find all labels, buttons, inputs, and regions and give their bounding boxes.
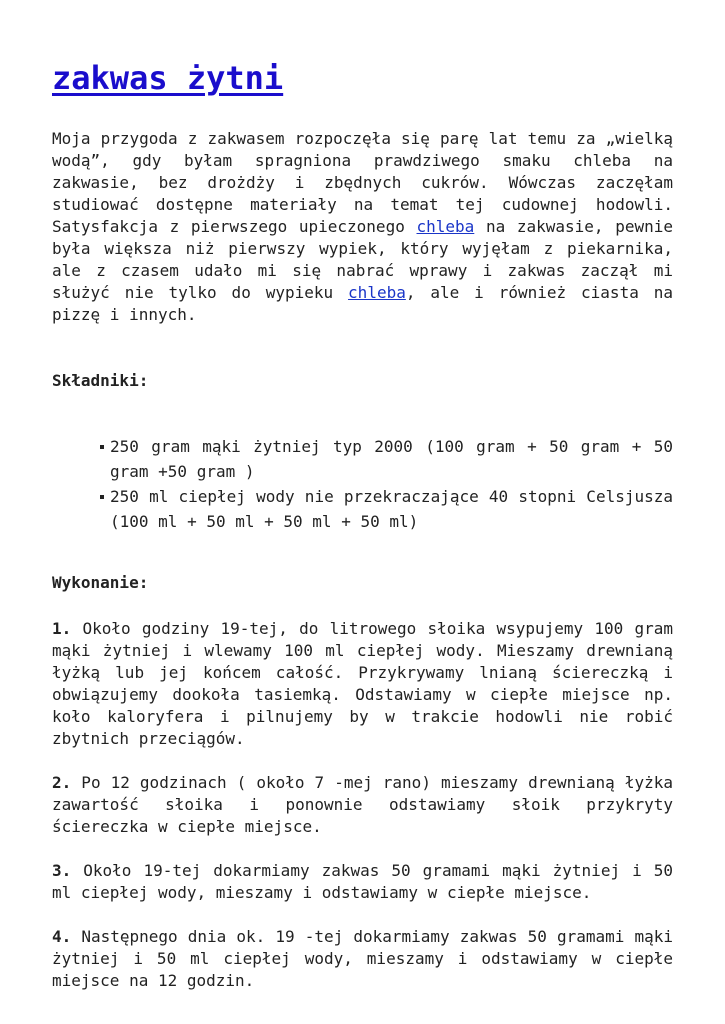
title-link[interactable]: zakwas żytni [52, 59, 284, 97]
method-step-2 [52, 772, 673, 838]
step-text: Około godziny 19-tej, do litrowego słoika wsypujemy 100 gram mąki żytniej i wlewamy 100 ml ciepłej wody. Mieszamy drewnianą łyżką lub jej końcem całość. Przykrywamy lnianą ściereczką i obwiązujemy dookoła tasiemką. Odstawiamy w ciepłe miejsce np. koło kaloryfera i pilnujemy by w trakcie hodowli nie robić zbytnich przeciągów. [52, 619, 673, 748]
intro-text-3: , ale i również ciasta na pizzę i innych. [52, 283, 673, 324]
method-step-1 [52, 618, 673, 750]
method-step-4 [52, 926, 673, 992]
intro-text-2: na zakwasie, pewnie była większa niż pierwszy wypiek, który wyjęłam z piekarnika, ale z czasem udało mi się nabrać wprawy i zakwas zaczął mi służyć nie tylko do wypieku [52, 217, 674, 302]
chleba-link-2[interactable]: chleba [348, 283, 406, 302]
page-title [52, 56, 673, 100]
step-number: 1. [52, 619, 72, 638]
method-heading: Wykonanie: [52, 573, 149, 592]
intro-paragraph [52, 128, 673, 326]
method-step-3 [52, 860, 673, 904]
step-number: 3. [52, 861, 72, 880]
step-number: 4. [52, 927, 72, 946]
step-text: Następnego dnia ok. 19 -tej dokarmiamy zakwas 50 gramami mąki żytniej i 50 ml ciepłej wody, mieszamy i odstawiamy w ciepłe miejsce na 12 godzin. [52, 927, 673, 990]
step-text: Po 12 godzinach ( około 7 -mej rano) mieszamy drewnianą łyżka zawartość słoika i ponownie odstawiamy słoik przykryty ściereczka w ciepłe miejsce. [52, 773, 673, 836]
ingredients-list [52, 434, 673, 534]
chleba-link-1[interactable]: chleba [416, 217, 475, 236]
step-number: 2. [52, 773, 72, 792]
list-item: 250 gram mąki żytniej typ 2000 (100 gram + 50 gram + 50 gram +50 gram ) [110, 434, 673, 484]
list-item: 250 ml ciepłej wody nie przekraczające 40 stopni Celsjusza (100 ml + 50 ml + 50 ml + 50 ml) [110, 484, 673, 534]
ingredients-heading: Składniki: [52, 371, 149, 390]
intro-text-1: Moja przygoda z zakwasem rozpoczęła się parę lat temu za „wielką wodą”, gdy byłam spragniona prawdziwego smaku chleba na zakwasie, bez drożdży i zbędnych cukrów. Wówczas zaczęłam studiować dostępne materiały na temat tej cudownej hodowli. Satysfakcja z pierwszego upieczonego [52, 129, 673, 236]
step-text: Około 19-tej dokarmiamy zakwas 50 gramami mąki żytniej i 50 ml ciepłej wody, mieszamy i odstawiamy w ciepłe miejsce. [52, 861, 673, 902]
